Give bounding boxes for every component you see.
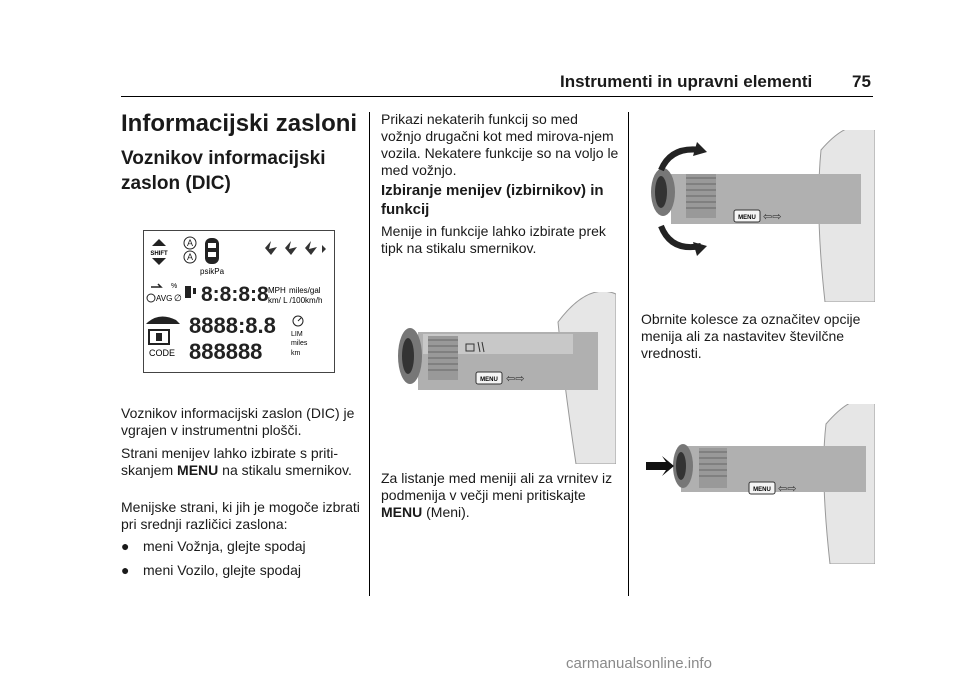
dic-display-figure: [143, 230, 335, 378]
header-title: Instrumenti in upravni elementi: [560, 72, 813, 91]
section-title: Informacijski zasloni: [121, 110, 358, 137]
segment-display-2: 8888:8.8: [189, 313, 276, 338]
svg-text:A: A: [187, 252, 194, 262]
subsection-heading: Izbiranje menijev (izbirnikov) in funkcij: [381, 182, 604, 218]
lim-label: LIM: [291, 331, 303, 338]
svg-text:⇦⇨: ⇦⇨: [506, 373, 525, 385]
column-divider-2: [628, 112, 629, 596]
menu-button-label: MENU: [738, 215, 756, 221]
stalk-wheel-rotate-figure: [641, 130, 875, 307]
watermark: carmanualsonline.info: [566, 655, 712, 672]
code-label: CODE: [149, 348, 176, 358]
paragraph-menu-select: Strani menijev lahko izbirate s priti-skanjem MENU na stikalu smernikov.: [121, 445, 352, 478]
avg-label: AVG: [156, 294, 173, 303]
paragraph-rotate-wheel: Obrnite kolesce za označitev opcije menija ali za nastavitev številčne vrednosti.: [641, 311, 861, 361]
miles-label: miles: [291, 340, 308, 347]
svg-text:A: A: [187, 238, 194, 248]
svg-text:⇦⇨: ⇦⇨: [763, 211, 782, 223]
paragraph-scroll-menus: Za listanje med meniji ali za vrnitev iz podmenija v večji meni pritiskajte MENU (Meni).: [381, 470, 613, 520]
arrow-right-icon: [646, 456, 674, 476]
miles-gal-label: miles/gal: [289, 286, 321, 295]
header-rule: [121, 96, 873, 97]
tire-pressure-icon: [205, 238, 219, 264]
mph-label: MPH: [268, 286, 286, 295]
stalk-press-end-figure: [641, 404, 875, 569]
km-unit-label: km: [291, 350, 301, 357]
km-label: km/ L /100km/h: [268, 296, 323, 305]
stalk-menu-button-figure: [398, 292, 616, 469]
page-number: 75: [852, 72, 871, 91]
list-item: ● meni Vozilo, glejte spodaj: [121, 562, 301, 578]
column-divider-1: [369, 112, 370, 596]
svg-text:∅: ∅: [174, 293, 182, 303]
list-item: ● meni Vožnja, glejte spodaj: [121, 538, 306, 554]
menu-button-label: MENU: [753, 487, 771, 493]
paragraph-menu-pages: Menijske strani, ki jih je mogoče izbrati pri srednji različici zaslona:: [121, 499, 360, 532]
shift-label: SHIFT: [150, 251, 168, 257]
subsection-title: Voznikov informacijski zaslon (DIC): [121, 148, 326, 194]
paragraph-driving-functions: Prikazi nekaterih funkcij so med vožnjo drugačni kot med mirova-njem vozila. Nekatere funkcije so na voljo le med vožnjo.: [381, 111, 619, 178]
menu-button-label: MENU: [480, 377, 498, 383]
paragraph-select-menus: Menije in funkcije lahko izbirate prek tipk na stikalu smernikov.: [381, 223, 606, 256]
dic-caption: Voznikov informacijski zaslon (DIC) je vgrajen v instrumentni plošči.: [121, 405, 355, 438]
segment-display-3: 888888: [189, 339, 263, 364]
svg-text:%: %: [171, 283, 178, 290]
psikpa-label: psikPa: [200, 267, 225, 276]
segment-display-1: 8:8:8:8: [201, 283, 269, 306]
svg-text:⇦⇨: ⇦⇨: [778, 483, 797, 495]
